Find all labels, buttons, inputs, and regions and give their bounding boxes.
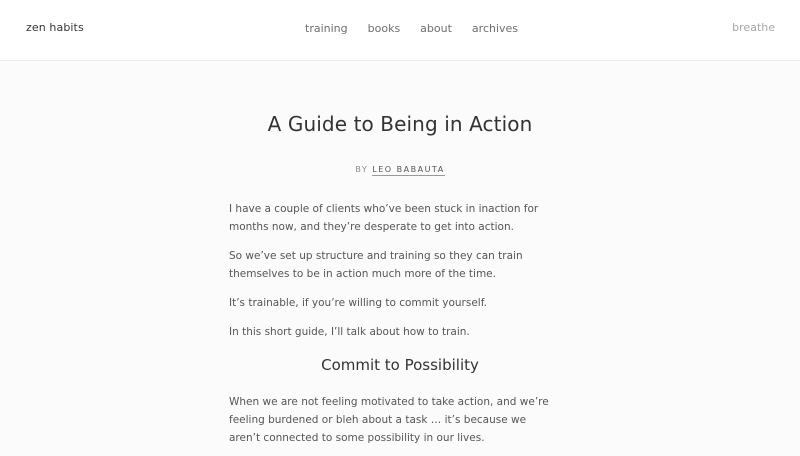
site-header: [0, 0, 800, 61]
nav-item-books[interactable]: books: [367, 22, 401, 35]
article-body: [229, 200, 579, 352]
body-paragraph: It’s trainable, if you’re willing to commit yourself.: [229, 297, 487, 309]
nav-item-archives[interactable]: archives: [471, 22, 519, 35]
site-title-link[interactable]: zen habits: [26, 21, 84, 34]
nav-item-about[interactable]: about: [420, 22, 452, 35]
section-body: [229, 393, 559, 447]
byline: [0, 165, 800, 174]
byline-prefix: BY: [355, 165, 369, 174]
author-link[interactable]: LEO BABAUTA: [372, 165, 445, 174]
article-title: A Guide to Being in Action: [267, 112, 533, 136]
section-paragraph: When we are not feeling motivated to take action, and we’re feeling burdened or bleh about a task … it’s because we aren’t connected to some possibility in our lives.: [229, 396, 549, 444]
breathe-link[interactable]: breathe: [732, 21, 775, 34]
body-paragraph: So we’ve set up structure and training so they can train themselves to be in action much more of the time.: [229, 250, 523, 280]
nav-item-training[interactable]: training: [305, 22, 348, 35]
main-nav: [305, 22, 518, 35]
section-heading: Commit to Possibility: [321, 356, 479, 374]
body-paragraph: In this short guide, I’ll talk about how to train.: [229, 326, 470, 338]
article: [0, 60, 800, 456]
body-paragraph: I have a couple of clients who’ve been stuck in inaction for months now, and they’re desperate to get into action.: [229, 203, 539, 233]
